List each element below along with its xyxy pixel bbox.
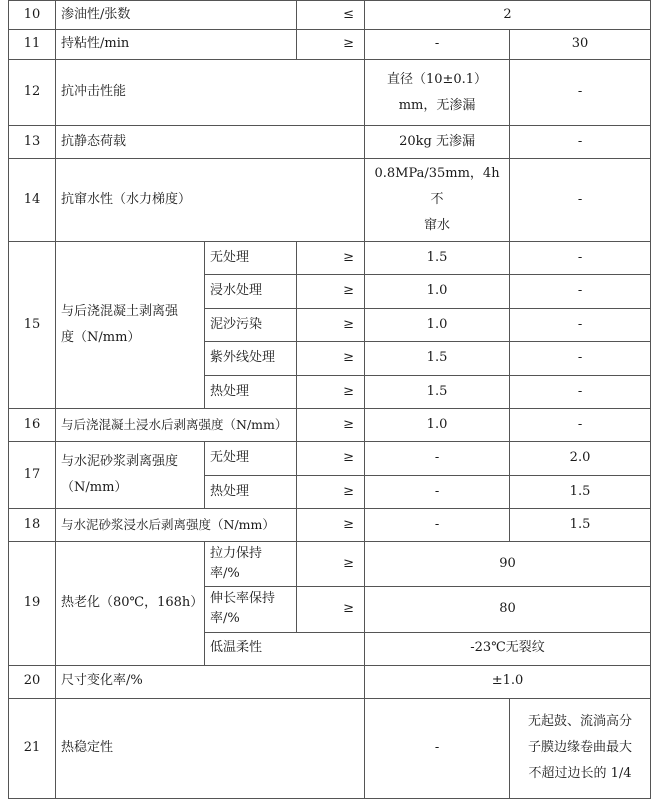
value-col-a: 1.0 <box>365 309 510 342</box>
value-col-a: - <box>365 698 510 798</box>
table-row <box>9 30 651 60</box>
item-label: 尺寸变化率/% <box>56 665 365 698</box>
item-label: 与水泥砂浆浸水后剥离强度（N/mm） <box>56 509 297 542</box>
value-merged: 2 <box>365 1 651 30</box>
sub-label: 拉力保持率/% <box>205 542 297 587</box>
table-row <box>9 159 651 242</box>
item-label: 抗窜水性（水力梯度） <box>56 159 365 242</box>
symbol: ≥ <box>297 342 365 376</box>
row-number: 14 <box>9 159 56 242</box>
value-col-a <box>365 159 510 242</box>
value-col-b: - <box>510 126 651 159</box>
sub-label: 浸水处理 <box>205 275 297 309</box>
value-line: 0.8MPa/35mm，4h 不 <box>374 166 500 207</box>
symbol: ≥ <box>297 309 365 342</box>
item-label: 热稳定性 <box>56 698 365 798</box>
symbol: ≥ <box>297 409 365 442</box>
symbol: ≤ <box>297 1 365 30</box>
symbol: ≥ <box>297 476 365 509</box>
value-col-b: 2.0 <box>510 442 651 476</box>
row-number: 10 <box>9 1 56 30</box>
sub-label: 紫外线处理 <box>205 342 297 376</box>
item-label <box>56 242 205 409</box>
value-merged: 90 <box>365 542 651 587</box>
sub-label: 热处理 <box>205 376 297 409</box>
value-col-b: - <box>510 275 651 309</box>
row-number: 21 <box>9 698 56 798</box>
symbol: ≥ <box>297 30 365 60</box>
value-col-a: 1.5 <box>365 242 510 275</box>
item-label <box>56 442 205 509</box>
table-row <box>9 665 651 698</box>
value-col-a: 1.5 <box>365 376 510 409</box>
value-col-a: 1.0 <box>365 275 510 309</box>
sub-label: 伸长率保持率/% <box>205 587 297 632</box>
value-col-b: - <box>510 309 651 342</box>
symbol: ≥ <box>297 442 365 476</box>
item-line: 度（N/mm） <box>61 330 141 345</box>
symbol: ≥ <box>297 542 365 587</box>
row-number: 12 <box>9 60 56 126</box>
sub-label: 无处理 <box>205 242 297 275</box>
row-number: 19 <box>9 542 56 666</box>
item-label: 与后浇混凝土浸水后剥离强度（N/mm） <box>56 409 297 442</box>
value-col-b: 1.5 <box>510 509 651 542</box>
table-row <box>9 126 651 159</box>
value-line: 无起鼓、流淌高分 <box>528 714 633 730</box>
table-row <box>9 698 651 798</box>
symbol: ≥ <box>297 376 365 409</box>
row-number: 15 <box>9 242 56 409</box>
value-merged: -23℃无裂纹 <box>365 632 651 665</box>
value-col-a: - <box>365 442 510 476</box>
value-col-a: 1.0 <box>365 409 510 442</box>
table-row <box>9 409 651 442</box>
value-col-a: - <box>365 476 510 509</box>
item-label: 抗静态荷载 <box>56 126 365 159</box>
sub-label: 泥沙污染 <box>205 309 297 342</box>
spec-table <box>8 0 651 799</box>
value-merged: 80 <box>365 587 651 632</box>
value-col-b: 1.5 <box>510 476 651 509</box>
row-number: 11 <box>9 30 56 60</box>
value-col-a: - <box>365 509 510 542</box>
table-row <box>9 442 651 476</box>
sub-label: 热处理 <box>205 476 297 509</box>
row-number: 20 <box>9 665 56 698</box>
table-row <box>9 509 651 542</box>
value-col-b: 30 <box>510 30 651 60</box>
table-row <box>9 60 651 126</box>
symbol: ≥ <box>297 242 365 275</box>
value-col-a: 20kg 无渗漏 <box>365 126 510 159</box>
table-row <box>9 542 651 587</box>
sub-label: 无处理 <box>205 442 297 476</box>
item-line: 与后浇混凝土剥离强 <box>61 304 179 319</box>
value-line: mm，无渗漏 <box>398 97 476 113</box>
value-col-a: 1.5 <box>365 342 510 376</box>
value-line: 子膜边缘卷曲最大 <box>528 740 633 756</box>
value-line: 直径（10±0.1） <box>386 71 488 87</box>
value-col-b: - <box>510 242 651 275</box>
row-number: 16 <box>9 409 56 442</box>
row-number: 18 <box>9 509 56 542</box>
table-row <box>9 242 651 275</box>
value-col-b: - <box>510 159 651 242</box>
value-merged: ±1.0 <box>365 665 651 698</box>
value-col-b: - <box>510 409 651 442</box>
value-col-b: - <box>510 342 651 376</box>
value-line: 不超过边长的 1/4 <box>528 766 632 782</box>
row-number: 17 <box>9 442 56 509</box>
item-label: 热老化（80℃，168h） <box>56 542 205 666</box>
row-number: 13 <box>9 126 56 159</box>
value-col-b <box>510 698 651 798</box>
symbol: ≥ <box>297 587 365 632</box>
value-col-a: - <box>365 30 510 60</box>
value-col-b: - <box>510 60 651 126</box>
value-col-a <box>365 60 510 126</box>
value-line: 窜水 <box>424 218 451 233</box>
table-row <box>9 1 651 30</box>
item-label: 持粘性/min <box>56 30 297 60</box>
item-line: （N/mm） <box>61 480 128 495</box>
item-label: 渗油性/张数 <box>56 1 297 30</box>
sub-label: 低温柔性 <box>205 632 365 665</box>
symbol: ≥ <box>297 275 365 309</box>
item-label: 抗冲击性能 <box>56 60 365 126</box>
item-line: 与水泥砂浆剥离强度 <box>61 454 179 469</box>
symbol: ≥ <box>297 509 365 542</box>
value-col-b: - <box>510 376 651 409</box>
